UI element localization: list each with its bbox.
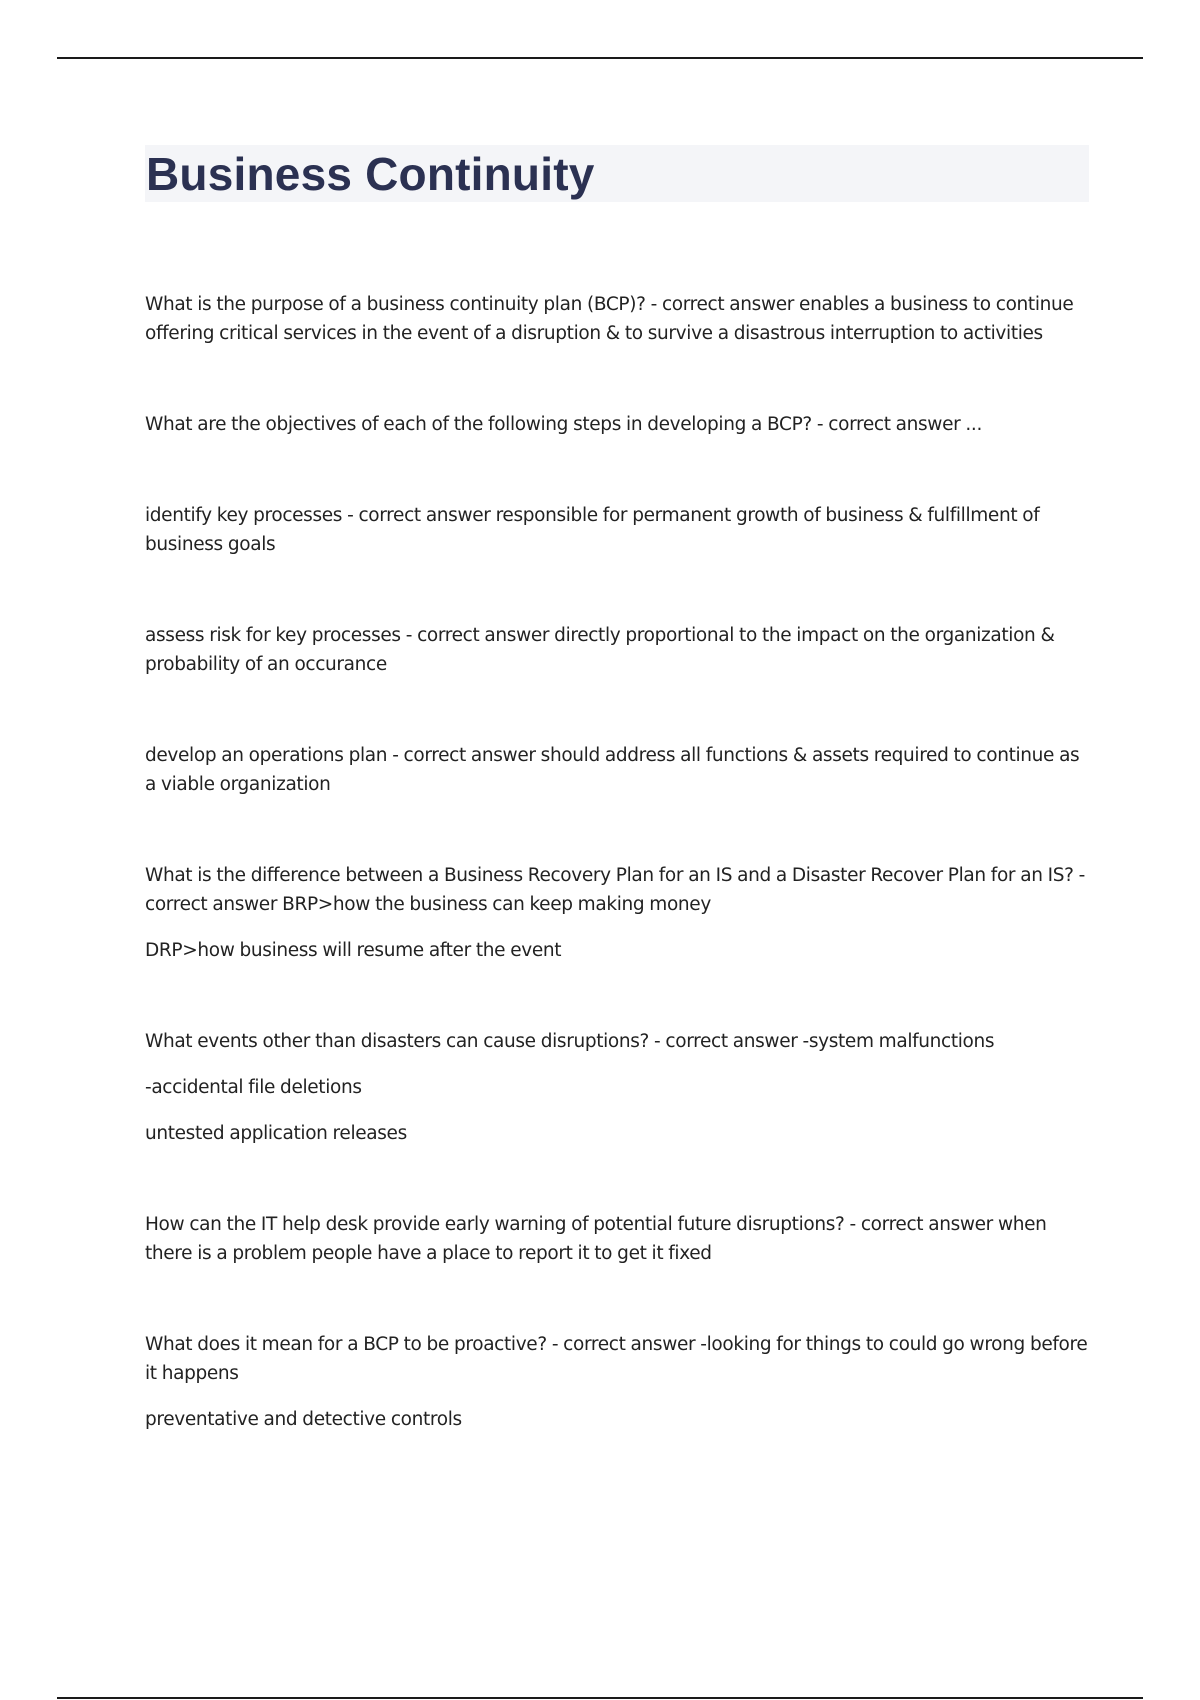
qa-text-continued: preventative and detective controls	[145, 1409, 462, 1430]
top-rule	[57, 57, 1143, 59]
qa-item-objectives-of-steps	[145, 410, 1090, 439]
qa-item-proactive-bcp	[145, 1330, 1090, 1434]
qa-text: How can the IT help desk provide early warning of potential future disruptions? - correct answer when there is a problem people have a place to report it to get it fixed	[145, 1214, 1047, 1264]
qa-item-brp-vs-drp	[145, 861, 1090, 965]
page-title: Business Continuity	[146, 148, 595, 200]
qa-list	[145, 290, 1090, 1496]
qa-item-identify-key-processes	[145, 501, 1090, 559]
qa-text: identify key processes - correct answer responsible for permanent growth of business & fulfillment of business goals	[145, 505, 1040, 555]
qa-item-help-desk-warning	[145, 1210, 1090, 1268]
qa-text: What is the purpose of a business continuity plan (BCP)? - correct answer enables a business to continue offering critical services in the event of a disruption & to survive a disastrous interruption to activities	[145, 294, 1074, 344]
qa-text: develop an operations plan - correct answer should address all functions & assets required to continue as a viable organization	[145, 745, 1080, 795]
qa-item-assess-risk	[145, 621, 1090, 679]
qa-text-continued: DRP>how business will resume after the event	[145, 940, 562, 961]
qa-item-purpose-of-bcp	[145, 290, 1090, 348]
qa-text: assess risk for key processes - correct answer directly proportional to the impact on the organization & probability of an occurance	[145, 625, 1055, 675]
qa-text-continued: -accidental file deletions	[145, 1077, 362, 1098]
bottom-rule	[57, 1697, 1143, 1699]
qa-text: What does it mean for a BCP to be proactive? - correct answer -looking for things to could go wrong before it happens	[145, 1334, 1088, 1384]
qa-text: What events other than disasters can cause disruptions? - correct answer -system malfunctions	[145, 1031, 995, 1052]
qa-text: What is the difference between a Business Recovery Plan for an IS and a Disaster Recover Plan for an IS? - correct answer BRP>how the business can keep making money	[145, 865, 1085, 915]
qa-item-other-disruptions	[145, 1027, 1090, 1148]
qa-item-operations-plan	[145, 741, 1090, 799]
qa-text-continued: untested application releases	[145, 1123, 407, 1144]
qa-text: What are the objectives of each of the following steps in developing a BCP? - correct answer ...	[145, 414, 982, 435]
